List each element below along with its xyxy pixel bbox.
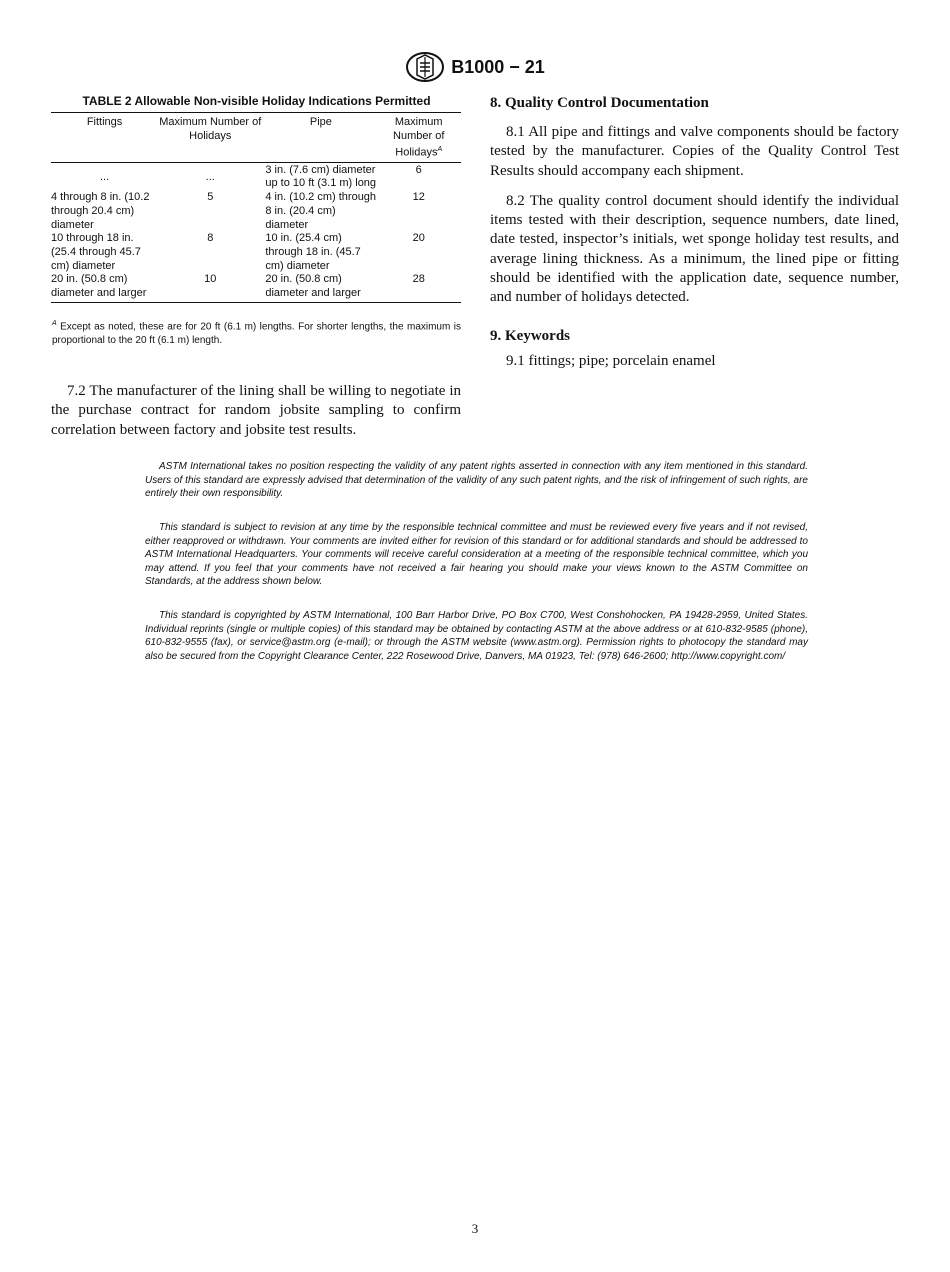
column-header-pipe-holidays: Maximum Number of Holidays$^A$: [376, 113, 461, 163]
cell-fittings: 20 in. (50.8 cm) diameter and larger: [51, 273, 158, 302]
cell-pipe-holidays: 28: [376, 273, 461, 302]
paragraph-8-2: 8.2 The quality control document should identify the individual items tested with their description, sequence numbers, date lined, date tested, inspector’s initials, wet sponge holiday test results, and average lining thickness. As a minimum, the lined pipe or fitting should be identified with the application date, sequence number, and number of holidays detected.: [490, 192, 899, 306]
standard-designation: B1000 − 21: [451, 56, 545, 77]
cell-fittings-holidays: 10: [158, 273, 262, 302]
paragraph-8-1: 8.1 All pipe and fittings and valve components should be factory tested by the manufacturer. Copies of the Quality Control Test Results should accompany each shipment.: [490, 124, 899, 179]
cell-pipe: 10 in. (25.4 cm) through 18 in. (45.7 cm) diameter: [265, 232, 361, 272]
paragraph-7-2: 7.2 The manufacturer of the lining shall be willing to negotiate in the purchase contract for random jobsite sampling to confirm correlation between factory and jobsite test results.: [51, 383, 461, 438]
cell-fittings-holidays: 8: [207, 232, 214, 245]
table-footnote: $^A$ Except as noted, these are for 20 ft (6.1 m) lengths. For shorter lengths, the maximum is proportional to the 20 ft (6.1 m) length.: [52, 320, 461, 346]
table-row: [51, 191, 461, 232]
page-number: 3: [471, 1221, 479, 1236]
cell-fittings: 10 through 18 in. (25.4 through 45.7 cm) diameter: [51, 232, 141, 272]
table-header-row: [51, 113, 461, 163]
table-title: TABLE 2 Allowable Non-visible Holiday Indications Permitted: [82, 94, 431, 108]
section-8-heading: 8. Quality Control Documentation: [490, 95, 709, 111]
cell-fittings: ...: [99, 170, 110, 183]
cell-pipe-holidays: 20: [412, 232, 425, 245]
page-header: [0, 50, 950, 84]
table-row: [51, 273, 461, 302]
column-header-fittings-holidays: Maximum Number of Holidays: [158, 113, 262, 163]
right-column: [490, 94, 899, 371]
cell-fittings-holidays: 5: [207, 191, 214, 204]
notice-revision: This standard is subject to revision at any time by the responsible technical committee and must be reviewed every five years and if not revised, either reapproved or withdrawn. Your comments are invited either for revision of this standard or for additional standards and should be addressed to ASTM International Headquarters. Your comments will receive careful consideration at a meeting of the responsible technical committee, which you may attend. If you feel that your comments have not received a fair hearing you should make your views known to the ASTM Committee on Standards, at the address shown below.: [145, 522, 808, 587]
cell-pipe: 20 in. (50.8 cm) diameter and larger: [262, 273, 376, 302]
section-9-heading: 9. Keywords: [490, 327, 570, 344]
column-header-fittings: Fittings: [51, 113, 158, 163]
cell-pipe: 4 in. (10.2 cm) through 8 in. (20.4 cm) diameter: [265, 191, 377, 231]
paragraph-9-1: 9.1 fittings; pipe; porcelain enamel: [506, 352, 716, 369]
footnote-marker: A: [52, 320, 57, 327]
cell-pipe: 3 in. (7.6 cm) diameter up to 10 ft (3.1 m) long: [265, 163, 377, 190]
cell-pipe-holidays: 12: [412, 191, 425, 204]
notice-patent: ASTM International takes no position respecting the validity of any patent rights asserted in connection with any item mentioned in this standard. Users of this standard are expressly advised that determination of the validity of any such patent rights, and the risk of infringement of such rights, are entirely their own responsibility.: [145, 461, 808, 499]
cell-fittings: 4 through 8 in. (10.2 through 20.4 cm) diameter: [51, 191, 150, 231]
table-row: [51, 232, 461, 273]
holiday-table: [51, 112, 461, 303]
table-row: [51, 162, 461, 191]
column-header-pipe: Pipe: [262, 113, 376, 163]
cell-fittings-holidays: ...: [205, 170, 215, 183]
notice-copyright: This standard is copyrighted by ASTM International, 100 Barr Harbor Drive, PO Box C700, West Conshohocken, PA 19428-2959, United States. Individual reprints (single or multiple copies) of this standard may be obtained by contacting ASTM at the above address or at 610-832-9585 (phone), 610-832-9555 (fax), or service@astm.org (e-mail); or through the ASTM website (www.astm.org). Permission rights to photocopy the standard may also be secured from the Copyright Clearance Center, 222 Rosewood Drive, Danvers, MA 01923, Tel: (978) 646-2600; http://www.copyright.com/: [145, 610, 808, 662]
astm-logo-icon: [405, 51, 445, 83]
cell-pipe-holidays: 6: [415, 163, 422, 176]
